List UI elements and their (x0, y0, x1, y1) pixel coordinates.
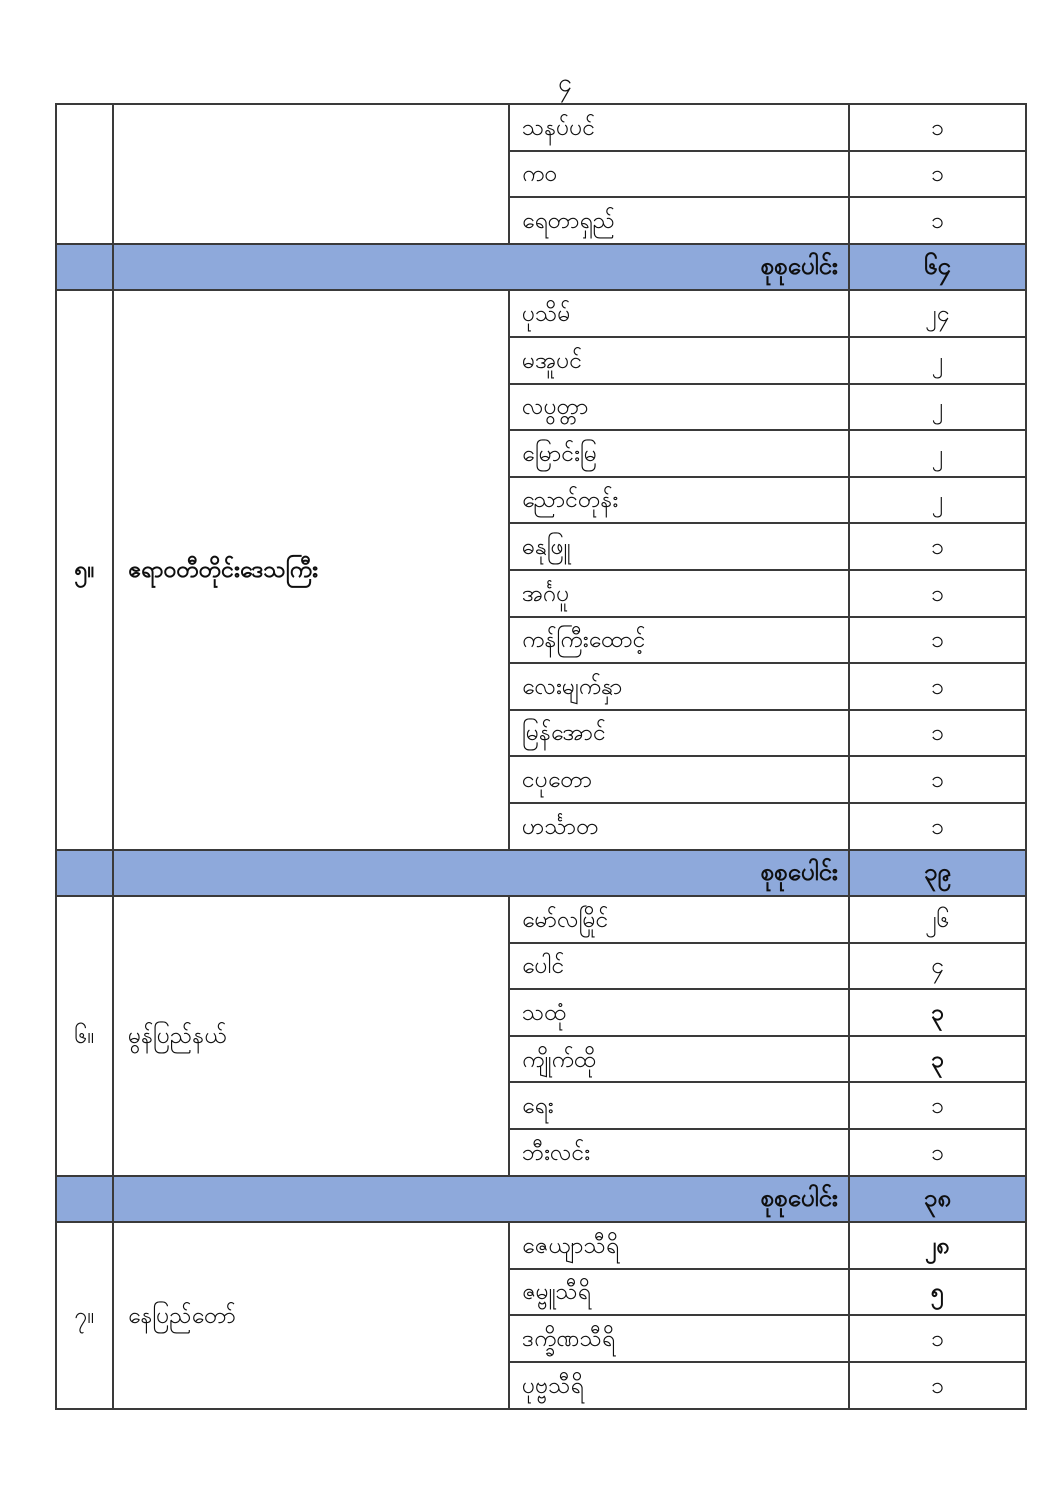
report-table-body (56, 104, 1026, 1409)
township-count-cell (849, 104, 1026, 151)
township-name: ညောင်တုန်း (522, 486, 619, 513)
section-number-cell (56, 104, 113, 244)
total-value-cell (849, 1176, 1026, 1223)
township-name: ဘီးလင်း (522, 1138, 591, 1165)
region-name-cell (113, 896, 509, 1176)
township-count-cell (849, 896, 1026, 943)
township-count-cell (849, 290, 1026, 337)
township-name-cell (509, 430, 849, 477)
township-name-cell (509, 1036, 849, 1083)
township-name-cell (509, 337, 849, 384)
township-name-cell (509, 104, 849, 151)
township-name-cell (509, 896, 849, 943)
township-name: မြန်အောင် (522, 719, 606, 746)
township-count-cell (849, 1315, 1026, 1362)
township-count-cell (849, 384, 1026, 431)
township-row (56, 104, 1026, 151)
township-name-cell (509, 1082, 849, 1129)
section-number: ၅။ (74, 556, 95, 583)
township-name-cell (509, 523, 849, 570)
township-name-cell (509, 197, 849, 244)
township-count-cell (849, 989, 1026, 1036)
township-count: ၅ (931, 1278, 944, 1305)
township-count-cell (849, 617, 1026, 664)
township-count: ၁ (931, 1092, 944, 1119)
total-row (56, 244, 1026, 291)
township-count-cell (849, 570, 1026, 617)
township-count-cell (849, 1362, 1026, 1409)
total-value-cell (849, 850, 1026, 897)
township-count: ၁ (931, 1138, 944, 1165)
township-count-cell (849, 1269, 1026, 1316)
township-name-cell (509, 1362, 849, 1409)
township-name-cell (509, 663, 849, 710)
township-name: ကဝ (522, 160, 558, 187)
township-row (56, 1222, 1026, 1269)
total-label-cell (113, 850, 849, 897)
township-name: လေးမျက်နှာ (522, 672, 623, 699)
township-count: ၃ (931, 1045, 944, 1072)
township-count-cell (849, 477, 1026, 524)
township-name: သထုံ (522, 998, 567, 1025)
township-name-cell (509, 384, 849, 431)
township-name: ဟင်္သာတ (522, 812, 599, 839)
total-value: ၃၈ (923, 1184, 952, 1212)
township-name: ဓနုဖြူ (522, 532, 571, 559)
township-count-table (55, 103, 1027, 1410)
region-name: ဧရာဝတီတိုင်းဒေသကြီး (128, 556, 318, 583)
region-name-cell (113, 104, 509, 244)
region-name-cell (113, 1222, 509, 1408)
township-name: ပေါင် (522, 952, 565, 979)
township-count: ၁ (931, 672, 944, 699)
township-name: ပုသိမ် (522, 300, 571, 327)
township-name-cell (509, 617, 849, 664)
region-name-cell (113, 290, 509, 849)
township-count-cell (849, 1222, 1026, 1269)
township-count: ၁ (931, 160, 944, 187)
total-value: ၃၉ (924, 858, 951, 886)
township-count: ၂၈ (925, 1231, 950, 1258)
township-name: ဒက္ခိဏသီရိ (522, 1325, 616, 1352)
township-name: လပွတ္တာ (522, 393, 589, 420)
total-value: ၆၄ (924, 252, 951, 280)
section-number-cell (56, 896, 113, 1176)
township-count: ၁ (931, 532, 944, 559)
total-label-cell (113, 1176, 849, 1223)
township-count-cell (849, 663, 1026, 710)
township-name: မော်လမြိုင် (522, 905, 609, 932)
township-name: မြောင်းမြ (522, 439, 597, 466)
township-name: ဇေယျာသီရိ (522, 1231, 620, 1258)
township-row (56, 290, 1026, 337)
township-name-cell (509, 151, 849, 198)
township-name-cell (509, 756, 849, 803)
township-count-cell (849, 430, 1026, 477)
township-name: ဇမ္ဗူသီရိ (522, 1278, 591, 1305)
township-count-cell (849, 1082, 1026, 1129)
total-row-spacer (57, 1177, 112, 1222)
township-name-cell (509, 1129, 849, 1176)
total-row (56, 1176, 1026, 1223)
total-label: စုစုပေါင်း (760, 858, 838, 886)
region-name: မွန်ပြည်နယ် (128, 1022, 227, 1049)
township-name-cell (509, 477, 849, 524)
township-count: ၁ (931, 626, 944, 653)
township-count-cell (849, 803, 1026, 850)
total-label: စုစုပေါင်း (760, 1184, 838, 1212)
township-count-cell (849, 756, 1026, 803)
township-name: မအူပင် (522, 346, 583, 373)
township-count-cell (849, 337, 1026, 384)
township-count: ၁ (931, 1371, 944, 1398)
section-number: ၇။ (74, 1301, 95, 1328)
township-count: ၂ (931, 439, 944, 466)
township-count: ၂၆ (925, 905, 950, 932)
township-count: ၂ (931, 393, 944, 420)
township-count: ၄ (931, 952, 944, 979)
township-name: ပုဗ္ဗသီရိ (522, 1371, 584, 1398)
section-number-cell (56, 290, 113, 849)
township-count: ၂ (931, 486, 944, 513)
township-count: ၃ (931, 998, 944, 1025)
township-count-cell (849, 943, 1026, 990)
township-name-cell (509, 803, 849, 850)
township-count-cell (849, 1036, 1026, 1083)
township-count: ၁ (931, 719, 944, 746)
total-label: စုစုပေါင်း (760, 252, 838, 280)
township-count: ၁ (931, 579, 944, 606)
township-count: ၂ (931, 346, 944, 373)
township-count: ၂၄ (925, 300, 950, 327)
total-row-spacer (57, 851, 112, 896)
township-count: ၁ (931, 812, 944, 839)
township-name: ငပုတော (522, 765, 593, 792)
section-number-cell (56, 1222, 113, 1408)
total-row-spacer-cell (56, 244, 113, 291)
township-count-cell (849, 1129, 1026, 1176)
township-name: ကန်ကြီးထောင့် (522, 626, 646, 653)
township-name: ကျိုက်ထို (522, 1045, 597, 1072)
township-count: ၁ (931, 206, 944, 233)
total-row-spacer (57, 245, 112, 290)
township-name-cell (509, 989, 849, 1036)
total-row-spacer-cell (56, 850, 113, 897)
total-row (56, 850, 1026, 897)
township-name-cell (509, 1269, 849, 1316)
township-name-cell (509, 1222, 849, 1269)
township-count-cell (849, 523, 1026, 570)
township-row (56, 896, 1026, 943)
township-name-cell (509, 1315, 849, 1362)
section-number: ၆။ (74, 1022, 95, 1049)
township-name-cell (509, 290, 849, 337)
township-name: ရေတာရှည် (522, 206, 615, 233)
township-count-cell (849, 197, 1026, 244)
township-count: ၁ (931, 113, 944, 140)
township-name-cell (509, 710, 849, 757)
township-count: ၁ (931, 1325, 944, 1352)
total-value-cell (849, 244, 1026, 291)
region-name: နေပြည်တော် (128, 1301, 236, 1328)
township-count-cell (849, 710, 1026, 757)
township-name: သနပ်ပင် (522, 113, 596, 140)
page-number: ၄ (557, 69, 573, 97)
township-name: ရေး (522, 1092, 554, 1119)
township-name: အင်္ဂပူ (522, 579, 570, 606)
township-count: ၁ (931, 765, 944, 792)
township-name-cell (509, 570, 849, 617)
total-row-spacer-cell (56, 1176, 113, 1223)
township-name-cell (509, 943, 849, 990)
total-label-cell (113, 244, 849, 291)
township-count-cell (849, 151, 1026, 198)
